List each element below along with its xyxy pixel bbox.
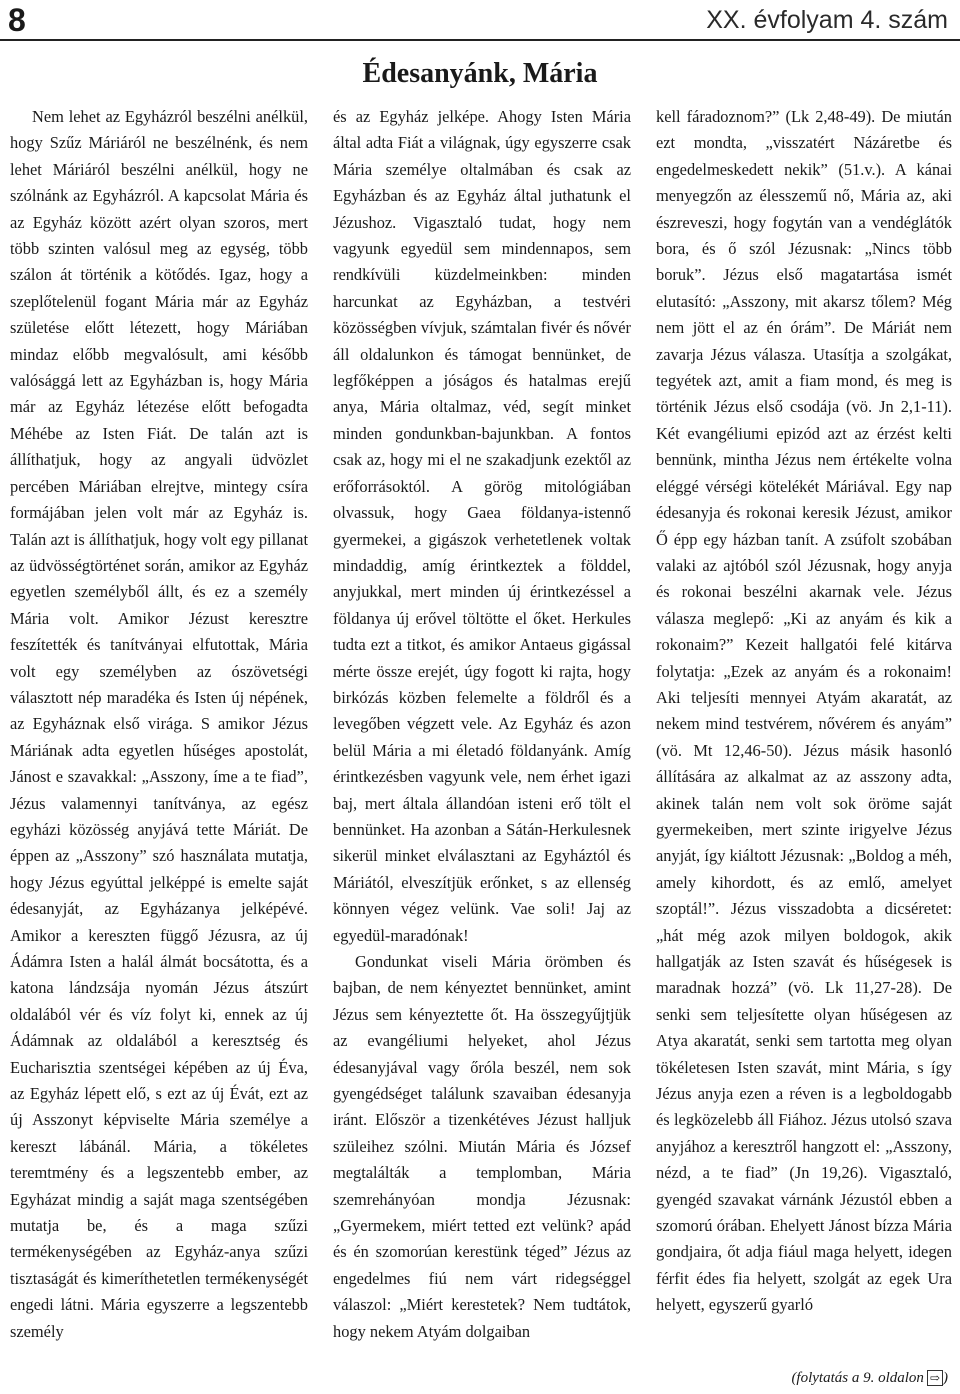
issue-label: XX. évfolyam 4. szám [706,6,948,34]
article-column-2 [333,104,631,1345]
article-column-3 [656,104,952,1319]
paragraph: Nem lehet az Egyházról beszélni anélkül, hogy Szűz Máriáról ne beszélnénk, és nem lehet Máriáról beszélni anélkül, hogy ne szólnánk az Egyházról. A kapcsolat Mária és az Egyház között azért olyan szoros, mert több szinten valósul meg az egység, több szálon át történik a kötődés. Igaz, hogy a szeplőtelenül fogant Mária már az Egyház születése előtt létezett, hogy Máriában mindaz előbb megvalósult, ami később valósággá lett az Egyházban is, hogy Mária már az Egyház létezése előtt befogadta Méhébe az Isten Fiát. De talán azt is állíthatjuk, hogy az angyali üdvözlet percében Máriában elrejtve, mintegy csíra formájában jelen volt már az Egyház is. Talán azt is állíthatjuk, hogy volt egy pillanat az üdvösségtörténet során, amikor az Egyház egyetlen személyből állt, és ez a személy Mária volt. Amikor Jézust keresztre feszítették és tanítványai elfutottak, Mária volt egy személyben az ószövetségi választott nép maradéka és Isten új népének, az Egyháznak első virága. S amikor Jézus Máriának adta egyetlen hűséges apostolát, Jánost e szavakkal: „Asszony, íme a te fiad”, Jézus valamennyi tanítványa, az egész egyházi közösség anyjává tette Máriát. De éppen az „Asszony” szó használata mutatja, hogy Jézus egyúttal jelképpé is emelte saját édesanyját, az Egyházanya jelképévé. Amikor a kereszten függő Jézusra, az új Ádámra Isten a halál álmát bocsátotta, és a katona lándzsája nyomán Jézus átszúrt oldalából vér és víz folyt ki, ennek az új Ádámnak az oldalából a keresztség és Eucharisztia szentségei képében az új Éva, az Egyház lépett elő, s ezt az új Évát, ezt az új Asszonyt képviselte Mária személye a kereszt lábánál. Mária, a tökéletes teremtmény és a legszentebb ember, az Egyházat mindig a saját maga szentségében mutatja be, és a maga szűzi termékenységében az Egyház-anya szűzi tisztaságát és kimeríthetetlen termékenységét engedi látni. Mária egyszerre a legszentebb személy [10,107,308,1341]
continued-text: (folytatás a 9. oldalon [791,1370,924,1386]
article-column-1 [10,104,308,1345]
page-header [0,0,960,44]
header-rule [0,39,960,41]
continued-note[interactable] [791,1368,948,1388]
paragraph: és az Egyház jelképe. Ahogy Isten Mária által adta Fiát a világnak, úgy egyszerre csak Mária személye oltalmában és csak az Egyházban és az Egyház által juthatunk el Jézushoz. Vigasztaló tudat, hogy nem vagyunk egyedül sem mindennapos, sem rendkívüli küzdelmeinkben: minden harcunkat az Egyházban, a testvéri közösségben vívjuk, számtalan fivér és nővér áll oldalunkon és támogat bennünket, de legfőképpen a jóságos és hatalmas erejű anya, Mária oltalmaz, véd, segít minket minden gondunkban-bajunkban. A fontos csak az, hogy mi el ne szakadjunk ezektől az erőforrásoktól. A görög mitológiában olvassuk, hogy Gaea földanya-istennő gyermekei, a gigászok verhetetlenek voltak mindaddig, amíg érintkeztek a földdel, anyjukkal, mert minden új érintkezéssel a földanya új erővel töltötte el őket. Herkules tudta ezt a titkot, és amikor Antaeus gigással mérte össze erejét, úgy fogott ki rajta, hogy birkózás közben felemelte a földről és a levegőben végzett vele. Az Egyház és azon belül Mária a mi életadó földanyánk. Amíg érintkezésben vagyunk vele, nem érhet igazi baj, mert általa állandóan isteni erő tölt el bennünket. Ha azonban a Sátán-Herkulesnek sikerül minket elválasztani az Egyháztól és Máriától, elveszítjük erőnket, s az ellenség könnyen végez velünk. Vae soli! Jaj az egyedül-maradónak! [333,107,631,945]
arrow-right-icon: ⇨ [927,1370,943,1386]
article-title: Édesanyánk, Mária [362,58,598,89]
paragraph: Gondunkat viseli Mária örömben és bajban, de nem kényeztet bennünket, amint Jézus sem kényeztette őt. Ha összegyűjtjük az evangéliumi helyeket, ahol Jézus édesanyjával vagy őróla beszél, nem sok gyengédséget találunk szavaiban édesanyja iránt. Először a tizenkétéves Jézust halljuk szüleihez szólni. Miután Mária és József megtalálták a templomban, Mária szemrehányóan mondja Jézusnak: „Gyermekem, miért tetted ezt velünk? apád és én szomorúan kerestünk téged” Jézus az engedelmes fiú nem várt ridegséggel válaszol: „Miért kerestetek? Nem tudtátok, hogy nekem Atyám dolgaiban [333,952,631,1341]
paragraph: kell fáradoznom?” (Lk 2,48-49). De miután ezt mondta, „visszatért Názáretbe és engedelmeskedett nekik” (51.v.). A kánai menyegzőn az élesszemű nő, Mária az, aki észreveszi, hogy fogytán van a vendéglátók bora, és ő szól Jézusnak: „Nincs több boruk”. Jézus első magatartása ismét elutasító: „Asszony, mit akarsz tőlem? Még nem jött el az én órám”. De Máriát nem zavarja Jézus válasza. Utasítja a szolgákat, tegyétek azt, amit a fiam mond, és meg is történik Jézus első csodája (vö. Jn 2,1-11). Két evangéliumi epizód azt az érzést kelti bennünk, mintha Jézus nem értékelte volna eléggé vérségi kötelékét Máriával. Egy nap édesanyja és rokonai keresik Jézust, amikor Ő épp egy házban tanít. A zsúfolt szobában valaki az ajtóból szól Jézusnak, hogy anyja és rokonai beszélni akarnak vele. Jézus válasza meglepő: „Ki az anyám és kik a rokonaim?” Kezeit hallgatói felé kitárva folytatja: „Ezek az anyám és a rokonaim! Aki teljesíti mennyei Atyám akaratát, az nekem mind testvérem, nővérem és anyám” (vö. Mt 12,46-50). Jézus másik hasonló állítására az alkalmat az az asszony adta, akinek talán nem volt sok öröme saját gyermekeiben, mert szinte irigyelve Jézus anyját, így kiáltott Jézusnak: „Boldog a méh, amely kihordott, és az emlő, amelyet szoptál!”. Jézus visszadobta a dicséretet: „hát még azok milyen boldogok, akik hallgatják az Isten szavát és hűségesek is maradnak hozzá” (vö. Lk 11,27-28). De senki sem teljesítette olyan hűségesen az Atya akaratát, senki sem tartotta meg olyan tökéletesen Isten szavát, mint Mária, s így Jézus anyja ezen a réven is a legboldogabb és legközelebb áll Fiához. Jézus utolsó szava anyjához a keresztről hangzott el: „Asszony, nézd, a te fiad” (Jn 19,26). Vigasztaló, gyengéd szavakat várnánk Jézustól ebben a szomorú órában. Ehelyett Jánost bízza Mária gondjaira, őt adja fiául maga helyett, idegen férfit édes fia helyett, szolgát az egek Ura helyett, egyszerű gyarló [656,107,952,1315]
page-number: 8 [8,2,26,38]
continued-close: ) [943,1370,948,1386]
